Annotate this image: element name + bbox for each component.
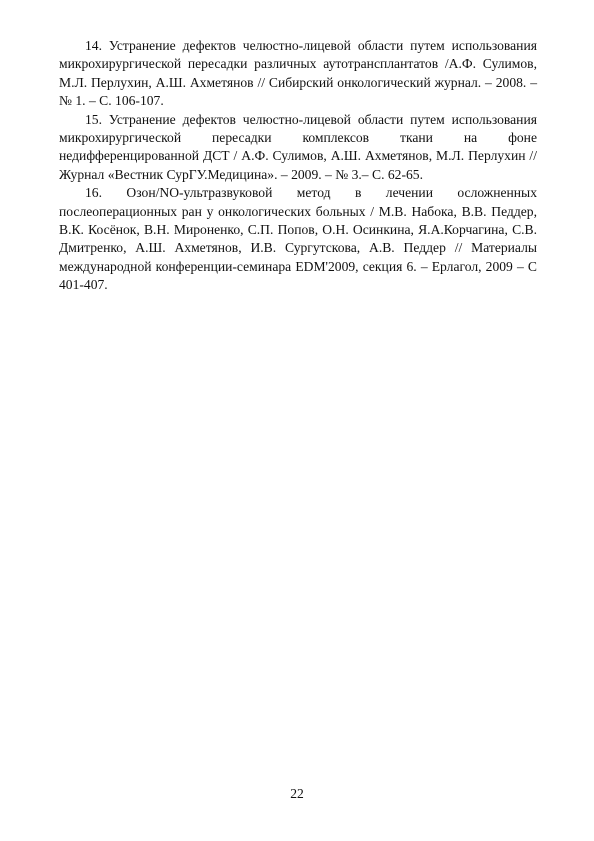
reference-list	[59, 37, 537, 295]
reference-item-16: 16. Озон/NO-ультразвуковой метод в лечении осложненных послеоперационных ран у онкологических больных / М.В. Набока, В.В. Педдер, В.К. Косёнок, В.Н. Мироненко, С.П. Попов, О.Н. Осинкина, Я.А.Корчагина, С.В. Дмитренко, А.Ш. Ахметянов, И.В. Сургутскова, А.В. Педдер // Материалы международной конференции-семинара EDM'2009, секция 6. – Ерлагол, 2009 – С 401-407.	[59, 185, 537, 293]
reference-item-14: 14. Устранение дефектов челюстно-лицевой области путем использования микрохирургической пересадки различных аутотрансплантатов /А.Ф. Сулимов, М.Л. Перлухин, А.Ш. Ахметянов // Сибирский онкологический журнал. – 2008. – № 1. – С. 106-107.	[59, 38, 537, 109]
page-number: 22	[290, 786, 304, 801]
reference-item-15: 15. Устранение дефектов челюстно-лицевой области путем использования микрохирургической пересадки комплексов ткани на фоне недифференцированной ДСТ / А.Ф. Сулимов, А.Ш. Ахметянов, М.Л. Перлухин // Журнал «Вестник СурГУ.Медицина». – 2009. – № 3.– С. 62-65.	[59, 111, 537, 182]
